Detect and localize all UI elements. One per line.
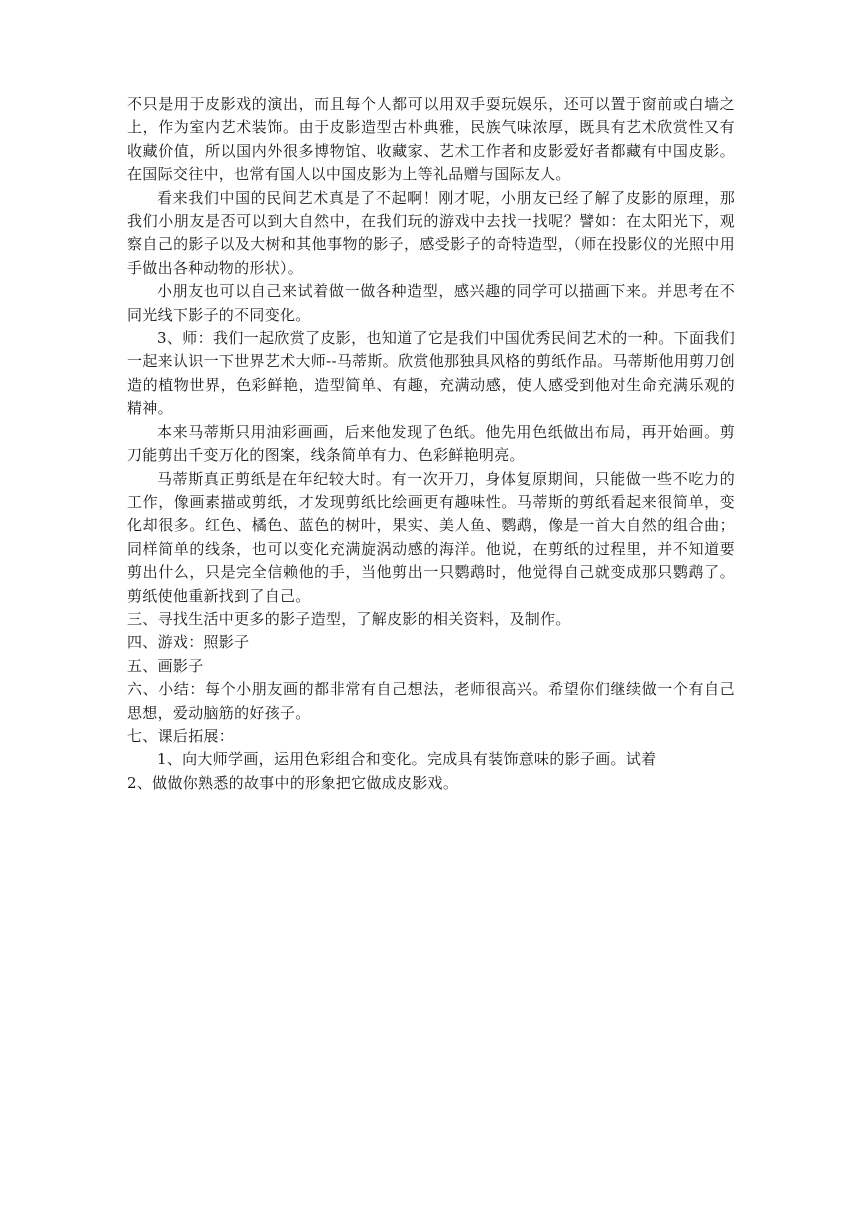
section-heading-three: 三、寻找生活中更多的影子造型，了解皮影的相关资料，及制作。 bbox=[127, 609, 571, 628]
extension-item-two: 2、做做你熟悉的故事中的形象把它做成皮影戏。 bbox=[127, 773, 459, 792]
paragraph-folk-art-shadow: 看来我们中国的民间艺术真是了不起啊！刚才呢，小朋友已经了解了皮影的原理，那我们小朋友是否可以到大自然中，在我们玩的游戏中去找一找呢？譬如：在太阳光下，观察自己的影子以及大树和其他事物的影子，感受影子的奇特造型，（师在投影仪的光照中用手做出各种动物的形状）。 bbox=[127, 188, 735, 277]
section-heading-seven: 七、课后拓展： bbox=[127, 726, 235, 745]
section-heading-four: 四、游戏：照影子 bbox=[127, 633, 250, 652]
section-summary: 六、小结：每个小朋友画的都非常有自己想法，老师很高兴。希望你们继续做一个有自己思想，爱动脑筋的好孩子。 bbox=[127, 680, 735, 722]
paragraph-matisse-paper-cutting: 马蒂斯真正剪纸是在年纪较大时。有一次开刀，身体复原期间，只能做一些不吃力的工作，像画素描或剪纸，才发现剪纸比绘画更有趣味性。马蒂斯的剪纸看起来很简单，变化却很多。红色、橘色、蓝色的树叶，果实、美人鱼、鹦鹉，像是一首大自然的组合曲；同样简单的线条，也可以变化充满旋涡动感的海洋。他说，在剪纸的过程里，并不知道要剪出什么，只是完全信赖他的手，当他剪出一只鹦鹉时，他觉得自己就变成那只鹦鹉了。剪纸使他重新找到了自己。 bbox=[127, 469, 735, 605]
section-heading-five: 五、画影子 bbox=[127, 656, 204, 675]
extension-item-one: 1、向大师学画，运用色彩组合和变化。完成具有装饰意味的影子画。试着 bbox=[157, 750, 657, 769]
document-page bbox=[127, 93, 735, 795]
paragraph-try-shapes: 小朋友也可以自己来试着做一做各种造型，感兴趣的同学可以描画下来。并思考在不同光线下影子的不同变化。 bbox=[127, 282, 735, 324]
paragraph-matisse-intro: 3、师：我们一起欣赏了皮影，也知道了它是我们中国优秀民间艺术的一种。下面我们一起来认识一下世界艺术大师--马蒂斯。欣赏他那独具风格的剪纸作品。马蒂斯他用剪刀创造的植物世界，色彩鲜艳，造型简单、有趣，充满动感，使人感受到他对生命充满乐观的精神。 bbox=[127, 329, 735, 418]
paragraph-matisse-color-paper: 本来马蒂斯只用油彩画画，后来他发现了色纸。他先用色纸做出布局，再开始画。剪刀能剪出千变万化的图案，线条简单有力、色彩鲜艳明亮。 bbox=[127, 422, 735, 465]
paragraph-piying-intro: 不只是用于皮影戏的演出，而且每个人都可以用双手耍玩娱乐，还可以置于窗前或白墙之上，作为室内艺术装饰。由于皮影造型古朴典雅，民族气味浓厚，既具有艺术欣赏性又有收藏价值，所以国内外很多博物馆、收藏家、艺术工作者和皮影爱好者都藏有中国皮影。在国际交往中，也常有国人以中国皮影为上等礼品赠与国际友人。 bbox=[127, 95, 735, 184]
